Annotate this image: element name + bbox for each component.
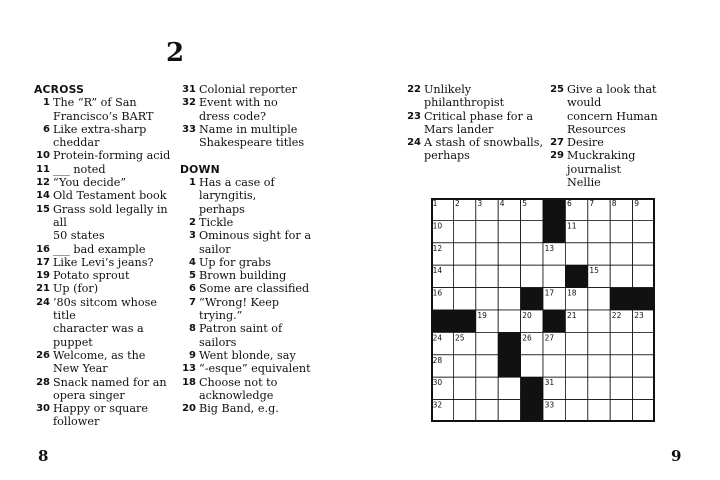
clue-number: 15 bbox=[36, 203, 50, 215]
clue-text: Tickle bbox=[199, 215, 234, 229]
clue-text: sailor bbox=[199, 242, 231, 256]
grid-number: 22 bbox=[611, 311, 622, 320]
grid-number: 2 bbox=[455, 199, 460, 208]
page-number-left: 8 bbox=[38, 447, 49, 465]
clue-item bbox=[34, 402, 174, 429]
grid-cell[interactable] bbox=[588, 220, 610, 242]
grid-block bbox=[543, 310, 565, 332]
grid-cell[interactable] bbox=[565, 332, 587, 354]
clue-text: Brown building bbox=[199, 269, 287, 283]
clue-text: Potato sprout bbox=[53, 269, 130, 283]
clue-item bbox=[405, 136, 545, 163]
clue-text: Like extra-sharp cheddar bbox=[53, 122, 147, 150]
grid-block bbox=[498, 332, 520, 354]
clue-number: 6 bbox=[43, 123, 50, 135]
clue-column-1 bbox=[34, 83, 174, 429]
clue-item bbox=[180, 229, 320, 256]
clue-item bbox=[34, 96, 174, 123]
grid-cell[interactable] bbox=[498, 265, 520, 287]
clue-item bbox=[34, 269, 174, 282]
grid-number: 28 bbox=[432, 355, 443, 365]
clue-text: dress code? bbox=[199, 109, 266, 123]
grid-cell[interactable] bbox=[476, 220, 498, 242]
clue-number: 16 bbox=[36, 243, 50, 255]
grid-cell[interactable] bbox=[633, 377, 655, 399]
clue-number: 29 bbox=[550, 150, 564, 162]
grid-number: 7 bbox=[589, 199, 595, 208]
grid-cell[interactable] bbox=[453, 243, 475, 265]
grid-block bbox=[431, 310, 453, 332]
grid-cell[interactable] bbox=[610, 355, 632, 377]
clue-text: Snack named for an bbox=[53, 375, 167, 389]
clue-item bbox=[34, 376, 174, 403]
grid-number: 16 bbox=[432, 288, 443, 298]
clue-item bbox=[34, 163, 174, 176]
grid-number: 11 bbox=[567, 221, 577, 231]
clue-item bbox=[180, 376, 320, 403]
clue-number: 10 bbox=[36, 150, 50, 162]
grid-number: 27 bbox=[544, 333, 555, 343]
grid-number: 4 bbox=[499, 199, 505, 208]
clue-text: Like Levi’s jeans? bbox=[53, 255, 154, 269]
clue-column-2 bbox=[180, 83, 320, 415]
clue-number: 3 bbox=[189, 230, 196, 242]
clue-item bbox=[34, 123, 174, 150]
clue-text: Give a look that would bbox=[567, 83, 657, 110]
clue-text: Patron saint of sailors bbox=[199, 322, 283, 349]
clue-text: Up (for) bbox=[53, 282, 99, 296]
clue-number: 14 bbox=[36, 190, 50, 202]
across-heading: ACROSS bbox=[34, 83, 85, 96]
clue-number: 20 bbox=[182, 403, 196, 415]
clue-number: 1 bbox=[189, 177, 196, 189]
clue-number: 23 bbox=[407, 110, 421, 122]
grid-cell[interactable] bbox=[521, 355, 543, 377]
grid-cell[interactable] bbox=[498, 377, 520, 399]
grid-cell[interactable] bbox=[633, 265, 655, 287]
grid-number: 24 bbox=[432, 333, 443, 343]
clue-number: 33 bbox=[182, 123, 196, 135]
clue-number: 7 bbox=[189, 296, 196, 308]
down-heading: DOWN bbox=[180, 162, 220, 176]
grid-cell[interactable] bbox=[588, 355, 610, 377]
grid-cell[interactable] bbox=[476, 243, 498, 265]
clue-text: Unlikely bbox=[424, 83, 472, 96]
grid-cell[interactable] bbox=[633, 332, 655, 354]
clue-number: 8 bbox=[189, 323, 196, 335]
grid-cell[interactable] bbox=[633, 243, 655, 265]
clue-text: perhaps bbox=[199, 202, 245, 216]
clue-text: Went blonde, say bbox=[199, 348, 296, 362]
clue-item bbox=[180, 322, 320, 349]
clue-number: 19 bbox=[36, 270, 50, 282]
clue-item bbox=[180, 176, 320, 216]
grid-block bbox=[543, 220, 565, 242]
grid-block bbox=[453, 310, 475, 332]
grid-cell[interactable] bbox=[588, 400, 610, 422]
clue-item bbox=[548, 83, 688, 136]
grid-cell[interactable] bbox=[453, 355, 475, 377]
clue-text: ___ bad example bbox=[53, 242, 146, 256]
grid-cell[interactable] bbox=[498, 310, 520, 332]
clue-text: Welcome, as the bbox=[53, 348, 146, 362]
grid-block bbox=[565, 265, 587, 287]
grid-block bbox=[521, 288, 543, 310]
clue-text: Resources bbox=[567, 122, 626, 136]
grid-block bbox=[521, 400, 543, 422]
clue-number: 31 bbox=[182, 84, 196, 95]
grid-number: 10 bbox=[432, 221, 443, 231]
clue-text: Name in multiple bbox=[199, 122, 298, 136]
grid-number: 15 bbox=[589, 266, 599, 276]
clue-item bbox=[180, 282, 320, 295]
grid-block bbox=[633, 288, 655, 310]
clue-item bbox=[34, 243, 174, 256]
clue-text: opera singer bbox=[53, 388, 125, 402]
crossword-grid[interactable] bbox=[431, 198, 655, 422]
clue-number: 13 bbox=[182, 363, 196, 375]
clue-number: 5 bbox=[189, 270, 196, 282]
clue-number: 18 bbox=[182, 376, 196, 388]
grid-cell[interactable] bbox=[565, 377, 587, 399]
clue-number: 26 bbox=[36, 349, 50, 361]
clue-item bbox=[180, 256, 320, 269]
clue-text: Mars lander bbox=[424, 122, 494, 136]
grid-cell[interactable] bbox=[610, 332, 632, 354]
clue-item bbox=[34, 176, 174, 189]
grid-cell[interactable] bbox=[610, 220, 632, 242]
clue-number: 12 bbox=[36, 177, 50, 189]
clue-number: 25 bbox=[550, 84, 564, 95]
grid-cell[interactable] bbox=[610, 265, 632, 287]
clue-text: ___ noted bbox=[53, 162, 106, 176]
clue-item bbox=[548, 136, 688, 149]
clue-text: 50 states bbox=[53, 229, 105, 243]
clue-number: 17 bbox=[36, 256, 50, 268]
clue-text: A stash of snowballs, bbox=[424, 136, 544, 150]
clue-item bbox=[34, 349, 174, 376]
clue-number: 32 bbox=[182, 97, 196, 109]
grid-cell[interactable] bbox=[453, 265, 475, 287]
clue-number: 1 bbox=[43, 97, 50, 109]
clue-number: 11 bbox=[36, 163, 50, 175]
clue-number: 24 bbox=[36, 296, 50, 308]
grid-number: 32 bbox=[432, 400, 443, 410]
grid-number: 14 bbox=[432, 266, 443, 276]
clue-number: 4 bbox=[189, 256, 196, 268]
grid-cell[interactable] bbox=[498, 220, 520, 242]
clue-text: Big Band, e.g. bbox=[199, 402, 279, 416]
clue-item bbox=[34, 256, 174, 269]
grid-number: 19 bbox=[477, 311, 487, 320]
grid-number: 3 bbox=[477, 199, 483, 208]
grid-number: 21 bbox=[567, 311, 577, 320]
clue-text: “Wrong! Keep trying.” bbox=[199, 295, 279, 323]
clue-text: Colonial reporter bbox=[199, 83, 297, 96]
grid-number: 5 bbox=[522, 199, 527, 208]
clue-text: Has a case of laryngitis, bbox=[199, 176, 275, 203]
grid-number: 26 bbox=[522, 333, 532, 343]
grid-block bbox=[521, 377, 543, 399]
clue-text: Shakespeare titles bbox=[199, 136, 305, 150]
grid-number: 17 bbox=[544, 288, 555, 298]
grid-cell[interactable] bbox=[498, 400, 520, 422]
grid-cell[interactable] bbox=[476, 288, 498, 310]
grid-number: 20 bbox=[522, 311, 532, 320]
grid-number: 23 bbox=[634, 311, 644, 320]
clue-text: The “R” of San bbox=[53, 96, 137, 110]
clue-item bbox=[34, 189, 174, 202]
clue-number: 27 bbox=[550, 137, 564, 149]
clue-item bbox=[34, 282, 174, 295]
grid-cell[interactable] bbox=[521, 243, 543, 265]
grid-cell[interactable] bbox=[476, 332, 498, 354]
grid-block bbox=[610, 288, 632, 310]
grid-number: 6 bbox=[567, 199, 572, 208]
grid-cell[interactable] bbox=[610, 243, 632, 265]
grid-cell[interactable] bbox=[453, 220, 475, 242]
clue-number: 6 bbox=[189, 283, 196, 295]
grid-cell[interactable] bbox=[476, 265, 498, 287]
clue-item bbox=[180, 296, 320, 323]
grid-cell[interactable] bbox=[610, 377, 632, 399]
grid-cell[interactable] bbox=[521, 220, 543, 242]
grid-cell[interactable] bbox=[453, 288, 475, 310]
grid-cell[interactable] bbox=[476, 355, 498, 377]
grid-cell[interactable] bbox=[633, 400, 655, 422]
clue-item bbox=[548, 149, 688, 189]
grid-cell[interactable] bbox=[565, 243, 587, 265]
clue-item bbox=[34, 149, 174, 162]
grid-cell[interactable] bbox=[588, 243, 610, 265]
grid-number: 25 bbox=[455, 333, 465, 343]
grid-cell[interactable] bbox=[543, 265, 565, 287]
grid-cell[interactable] bbox=[476, 400, 498, 422]
clue-number: 21 bbox=[36, 283, 50, 295]
grid-block bbox=[543, 198, 565, 220]
clue-text: character was a puppet bbox=[53, 322, 144, 349]
grid-number: 30 bbox=[432, 378, 443, 388]
clue-number: 2 bbox=[189, 216, 196, 228]
clue-text: concern Human bbox=[567, 109, 658, 123]
clue-text: Up for grabs bbox=[199, 255, 272, 269]
clue-column-3 bbox=[405, 83, 545, 163]
clue-item bbox=[180, 96, 320, 123]
grid-cell[interactable] bbox=[588, 377, 610, 399]
clue-column-4 bbox=[548, 83, 688, 189]
clue-text: Nellie bbox=[567, 176, 601, 190]
grid-cell[interactable] bbox=[476, 377, 498, 399]
grid-cell[interactable] bbox=[588, 288, 610, 310]
clue-item bbox=[180, 402, 320, 415]
clue-text: Some are classified bbox=[199, 282, 310, 296]
clue-text: acknowledge bbox=[199, 388, 274, 402]
grid-cell[interactable] bbox=[521, 265, 543, 287]
clue-number: 24 bbox=[407, 137, 421, 149]
grid-cell[interactable] bbox=[588, 310, 610, 332]
clue-item bbox=[180, 216, 320, 229]
clue-item bbox=[405, 110, 545, 137]
clue-text: perhaps bbox=[424, 149, 470, 163]
grid-number: 8 bbox=[611, 199, 617, 208]
grid-number: 12 bbox=[432, 243, 443, 253]
clue-text: Choose not to bbox=[199, 375, 278, 389]
clue-number: 22 bbox=[407, 84, 421, 95]
grid-cell[interactable] bbox=[565, 355, 587, 377]
grid-number: 31 bbox=[544, 378, 555, 388]
grid-number: 33 bbox=[544, 400, 555, 410]
clue-text: philanthropist bbox=[424, 96, 505, 110]
clue-item bbox=[34, 203, 174, 243]
grid-cell[interactable] bbox=[565, 400, 587, 422]
clue-number: 30 bbox=[36, 403, 50, 415]
clue-text: Event with no bbox=[199, 96, 278, 110]
clue-text: Protein-forming acid bbox=[53, 149, 171, 163]
grid-number: 9 bbox=[634, 199, 639, 208]
grid-cell[interactable] bbox=[610, 400, 632, 422]
clue-number: 9 bbox=[189, 349, 196, 361]
grid-cell[interactable] bbox=[633, 220, 655, 242]
clue-item bbox=[180, 362, 320, 375]
grid-number: 29 bbox=[499, 355, 510, 365]
clue-item bbox=[405, 83, 545, 110]
clue-item bbox=[180, 83, 320, 96]
clue-text: Ominous sight for a bbox=[199, 229, 311, 243]
page-number-right: 9 bbox=[671, 447, 682, 465]
grid-number: 18 bbox=[567, 288, 577, 298]
clue-text: ’80s sitcom whose title bbox=[53, 295, 157, 323]
grid-number: 1 bbox=[432, 199, 438, 208]
clue-text: Grass sold legally in all bbox=[53, 202, 168, 229]
clue-text: Desire bbox=[567, 136, 604, 150]
grid-cell[interactable] bbox=[453, 400, 475, 422]
clue-text: Old Testament book bbox=[53, 189, 167, 203]
clue-item bbox=[180, 269, 320, 282]
clue-text: Happy or square bbox=[53, 402, 149, 416]
grid-cell[interactable] bbox=[543, 355, 565, 377]
clue-item bbox=[180, 349, 320, 362]
grid-cell[interactable] bbox=[498, 288, 520, 310]
puzzle-number: 2 bbox=[166, 38, 185, 68]
clue-number: 28 bbox=[36, 376, 50, 388]
clue-text: Critical phase for a bbox=[424, 109, 534, 123]
clue-text: Muckraking journalist bbox=[567, 149, 636, 176]
grid-cell[interactable] bbox=[588, 332, 610, 354]
clue-item bbox=[34, 296, 174, 349]
clue-text: Francisco’s BART bbox=[53, 109, 154, 123]
grid-number: 13 bbox=[544, 243, 555, 253]
grid-cell[interactable] bbox=[633, 355, 655, 377]
grid-cell[interactable] bbox=[453, 377, 475, 399]
clue-text: “You decide” bbox=[53, 176, 127, 190]
clue-text: “-esque” equivalent bbox=[199, 362, 311, 376]
grid-cell[interactable] bbox=[498, 243, 520, 265]
clue-text: follower bbox=[53, 415, 100, 429]
clue-text: New Year bbox=[53, 362, 108, 376]
clue-item bbox=[180, 123, 320, 150]
